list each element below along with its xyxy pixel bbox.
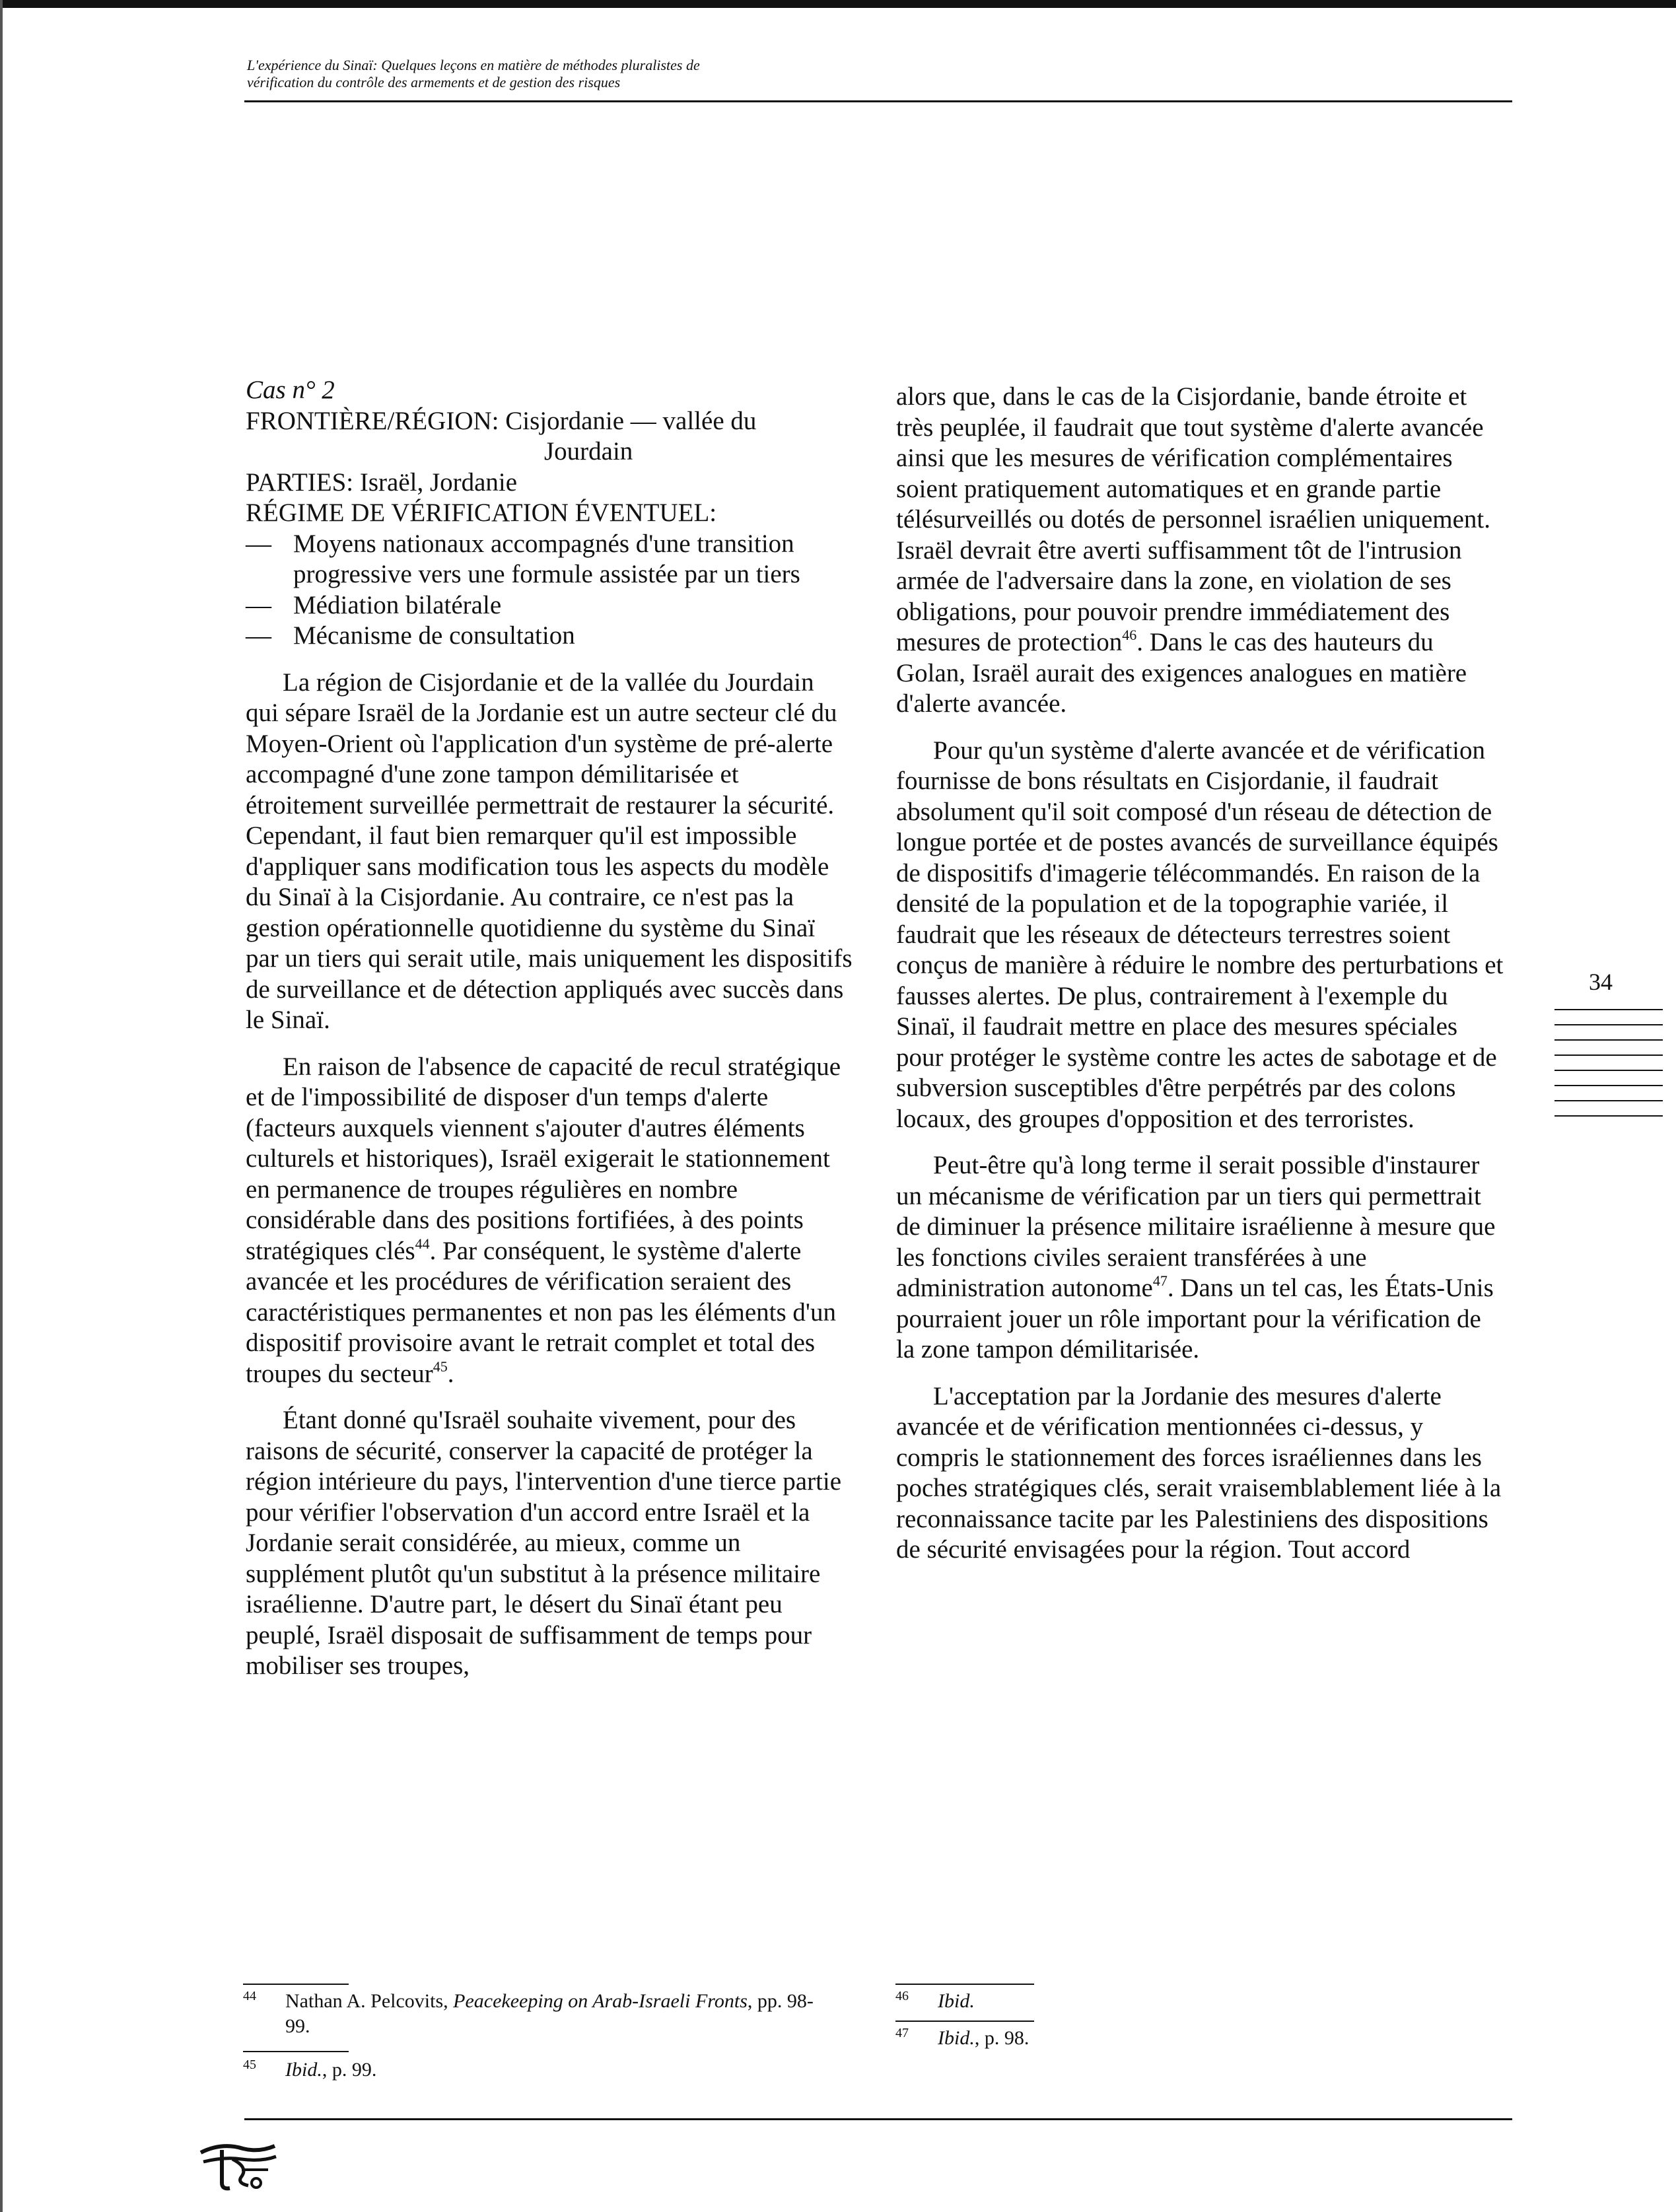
paragraph-tierce-partie: Étant donné qu'Israël souhaite vivement, pour des raisons de sécurité, conserver la capacité de protéger la région intérieure du pays, l'intervention d'une tierce partie pour vérifier l'observation d'un accord entre Israël et la Jordanie serait considérée, au mieux, comme un supplément plutôt qu'un substitut à la présence militaire israélienne. D'autre part, le désert du Sinaï étant peu peuplé, Israël disposait de suffisamment de temps pour mobiliser ses troupes, xyxy=(246,1406,842,1680)
footnote-ref-44[interactable]: 44 xyxy=(415,1235,430,1252)
case-parties: PARTIES: Israël, Jordanie xyxy=(246,467,518,497)
running-header-line-1: L'expérience du Sinaï: Quelques leçons en matière de méthodes pluralistes de xyxy=(247,57,700,73)
footnote-author: Nathan A. Pelcovits, xyxy=(285,1990,454,2012)
list-item xyxy=(246,590,853,621)
footnote-number: 44 xyxy=(243,1989,256,2003)
footnote-pages: , pp. 98-99. xyxy=(285,1990,814,2037)
footnote-pages: , p. 98. xyxy=(974,2027,1030,2049)
header-rule xyxy=(244,100,1512,102)
margin-rule xyxy=(1554,1039,1663,1041)
dash-bullet: — xyxy=(246,529,271,558)
footnote-pages: , p. 99. xyxy=(322,2059,377,2081)
paragraph-text: . Dans le cas des hauteurs du Golan, Israël aurait des exigences analogues en matière d'alerte avancée. xyxy=(896,628,1467,718)
footnote-ref-45[interactable]: 45 xyxy=(433,1358,448,1375)
running-header-line-2: vérification du contrôle des armements et de gestion des risques xyxy=(247,74,621,90)
left-column xyxy=(246,375,853,1698)
footnote-rule xyxy=(243,1984,349,1985)
margin-rule xyxy=(1554,1009,1663,1010)
footnote-47 xyxy=(895,2026,1292,2051)
dash-bullet: — xyxy=(246,590,271,619)
list-item-text: Moyens nationaux accompagnés d'une transition progressive vers une formule assistée par un tiers xyxy=(293,529,800,588)
margin-rule xyxy=(1554,1054,1663,1056)
margin-rules xyxy=(1554,1009,1663,1130)
footnote-text xyxy=(285,1989,837,2039)
case-frontiere-continued: Jourdain xyxy=(544,437,633,466)
footnote-rule xyxy=(895,2021,1034,2022)
paragraph-continuation xyxy=(896,382,1504,720)
footnote-text xyxy=(938,1989,1292,2014)
footnote-ref-47[interactable]: 47 xyxy=(1152,1272,1168,1289)
footnote-ref-46[interactable]: 46 xyxy=(1122,627,1137,643)
paragraph-text: Peut-être qu'à long terme il serait possible d'instaurer un mécanisme de vérification par un tiers qui permettrait de diminuer la présence militaire israélienne à mesure que les fonctions civiles seraient transférées à une administration autonome xyxy=(896,1151,1496,1302)
margin-rule xyxy=(1554,1085,1663,1086)
list-item-text: Médiation bilatérale xyxy=(293,590,502,619)
margin-rule xyxy=(1554,1070,1663,1071)
margin-rule xyxy=(1554,1100,1663,1101)
paragraph-recul-strategique xyxy=(246,1052,853,1390)
paragraph-acceptation-jordanie: L'acceptation par la Jordanie des mesures d'alerte avancée et de vérification mentionnées ci-dessus, y compris le stationnement des forces israéliennes dans les poches stratégiques clés, serait vraisemblablement liée à la reconnaissance tacite par les Palestiniens des dispositions de sécurité envisagées pour la région. Tout accord xyxy=(896,1381,1502,1564)
dash-bullet: — xyxy=(246,621,271,650)
list-item-text: Mécanisme de consultation xyxy=(293,621,575,650)
bottom-rule xyxy=(244,2118,1512,2120)
margin-rule xyxy=(1554,1115,1663,1117)
paragraph-text: . Dans un tel cas, les États-Unis pourraient jouer un rôle important pour la vérification de la zone tampon démilitarisée. xyxy=(896,1274,1494,1364)
footnote-46 xyxy=(895,1989,1292,2014)
footnote-text xyxy=(285,2057,837,2083)
scan-left-edge xyxy=(0,0,3,2212)
paragraph-text: . Par conséquent, le système d'alerte avancée et les procédures de vérification seraient des caractéristiques permanentes et non pas les éléments d'un dispositif provisoire avant le retrait complet et total des troupes du secteur xyxy=(246,1236,836,1388)
paragraph-text: alors que, dans le cas de la Cisjordanie, bande étroite et très peuplée, il faudrait que tout système d'alerte avancée ainsi que les mesures de vérification complémentaires soient pratiquement automatiques et en grande partie télésurveillés ou dotés de personnel israélien uniquement. Israël devrait être averti suffisamment tôt de l'intrusion armée de l'adversaire dans la zone, en violation de ses obligations, pour pouvoir prendre immédiatement des mesures de protection xyxy=(896,382,1490,656)
paragraph-text: En raison de l'absence de capacité de recul stratégique et de l'impossibilité de disposer d'un temps d'alerte (facteurs auxquels viennent s'ajouter d'autres éléments culturels et historiques), Israël exigerait le stationnement en permanence de troupes régulières en nombre considérable dans des positions fortifiées, à des points stratégiques clés xyxy=(246,1052,841,1265)
running-header xyxy=(247,57,1502,91)
paragraph-systeme-alerte: Pour qu'un système d'alerte avancée et de vérification fournisse de bons résultats en Cisjordanie, il faudrait absolument qu'il soit composé d'un réseau de détection de longue portée et de postes avancés de surveillance équipés de dispositifs d'imagerie télécommandés. En raison de la densité de la population et de la topographie variée, il faudrait que les réseaux de détecteurs terrestres soient conçus de manière à réduire le nombre des perturbations et fausses alertes. De plus, contrairement à l'exemple du Sinaï, il faudrait mettre en place des mesures spéciales pour protéger le système contre les actes de sabotage et de subversion susceptibles d'être perpétrés par des colons locaux, des groupes d'opposition et des terroristes. xyxy=(896,736,1504,1133)
footnote-number: 45 xyxy=(243,2057,256,2072)
right-column xyxy=(896,382,1504,1581)
footnote-44 xyxy=(243,1989,837,2039)
footnote-ibid: Ibid. xyxy=(938,2027,975,2049)
page-number: 34 xyxy=(1589,969,1613,995)
case-regime: RÉGIME DE VÉRIFICATION ÉVENTUEL: xyxy=(246,499,717,527)
list-item xyxy=(246,621,853,652)
paragraph-long-terme xyxy=(896,1150,1504,1365)
publisher-emblem-icon xyxy=(195,2130,280,2194)
footnote-ibid: Ibid. xyxy=(938,1990,975,2012)
footnote-number: 46 xyxy=(895,1989,909,2003)
footnote-rule xyxy=(895,1984,1034,1985)
case-title: Cas n° 2 xyxy=(246,376,335,404)
regime-list xyxy=(246,529,853,652)
footnote-text xyxy=(938,2026,1292,2051)
margin-rule xyxy=(1554,1024,1663,1025)
footnote-number: 47 xyxy=(895,2026,909,2040)
case-frontiere: FRONTIÈRE/RÉGION: Cisjordanie — vallée du xyxy=(246,406,757,435)
scan-top-border xyxy=(0,0,1676,8)
footnote-title: Peacekeeping on Arab-Israeli Fronts xyxy=(453,1990,748,2012)
footnote-rule xyxy=(243,2051,349,2052)
list-item xyxy=(246,529,853,590)
footnote-ibid: Ibid. xyxy=(285,2059,322,2081)
paragraph-text: . xyxy=(447,1359,454,1388)
paragraph-cisjordanie-intro: La région de Cisjordanie et de la vallée du Jourdain qui sépare Israël de la Jordanie est un autre secteur clé du Moyen-Orient où l'application d'un système de pré-alerte accompagné d'une zone tampon démilitarisée et étroitement surveillée permettrait de restaurer la sécurité. Cependant, il faut bien remarquer qu'il est impossible d'appliquer sans modification tous les aspects du modèle du Sinaï à la Cisjordanie. Au contraire, ce n'est pas la gestion opérationnelle quotidienne du système du Sinaï par un tiers qui serait utile, mais uniquement les dispositifs de surveillance et de détection appliqués avec succès dans le Sinaï. xyxy=(246,668,853,1034)
footnote-45 xyxy=(243,2057,837,2083)
